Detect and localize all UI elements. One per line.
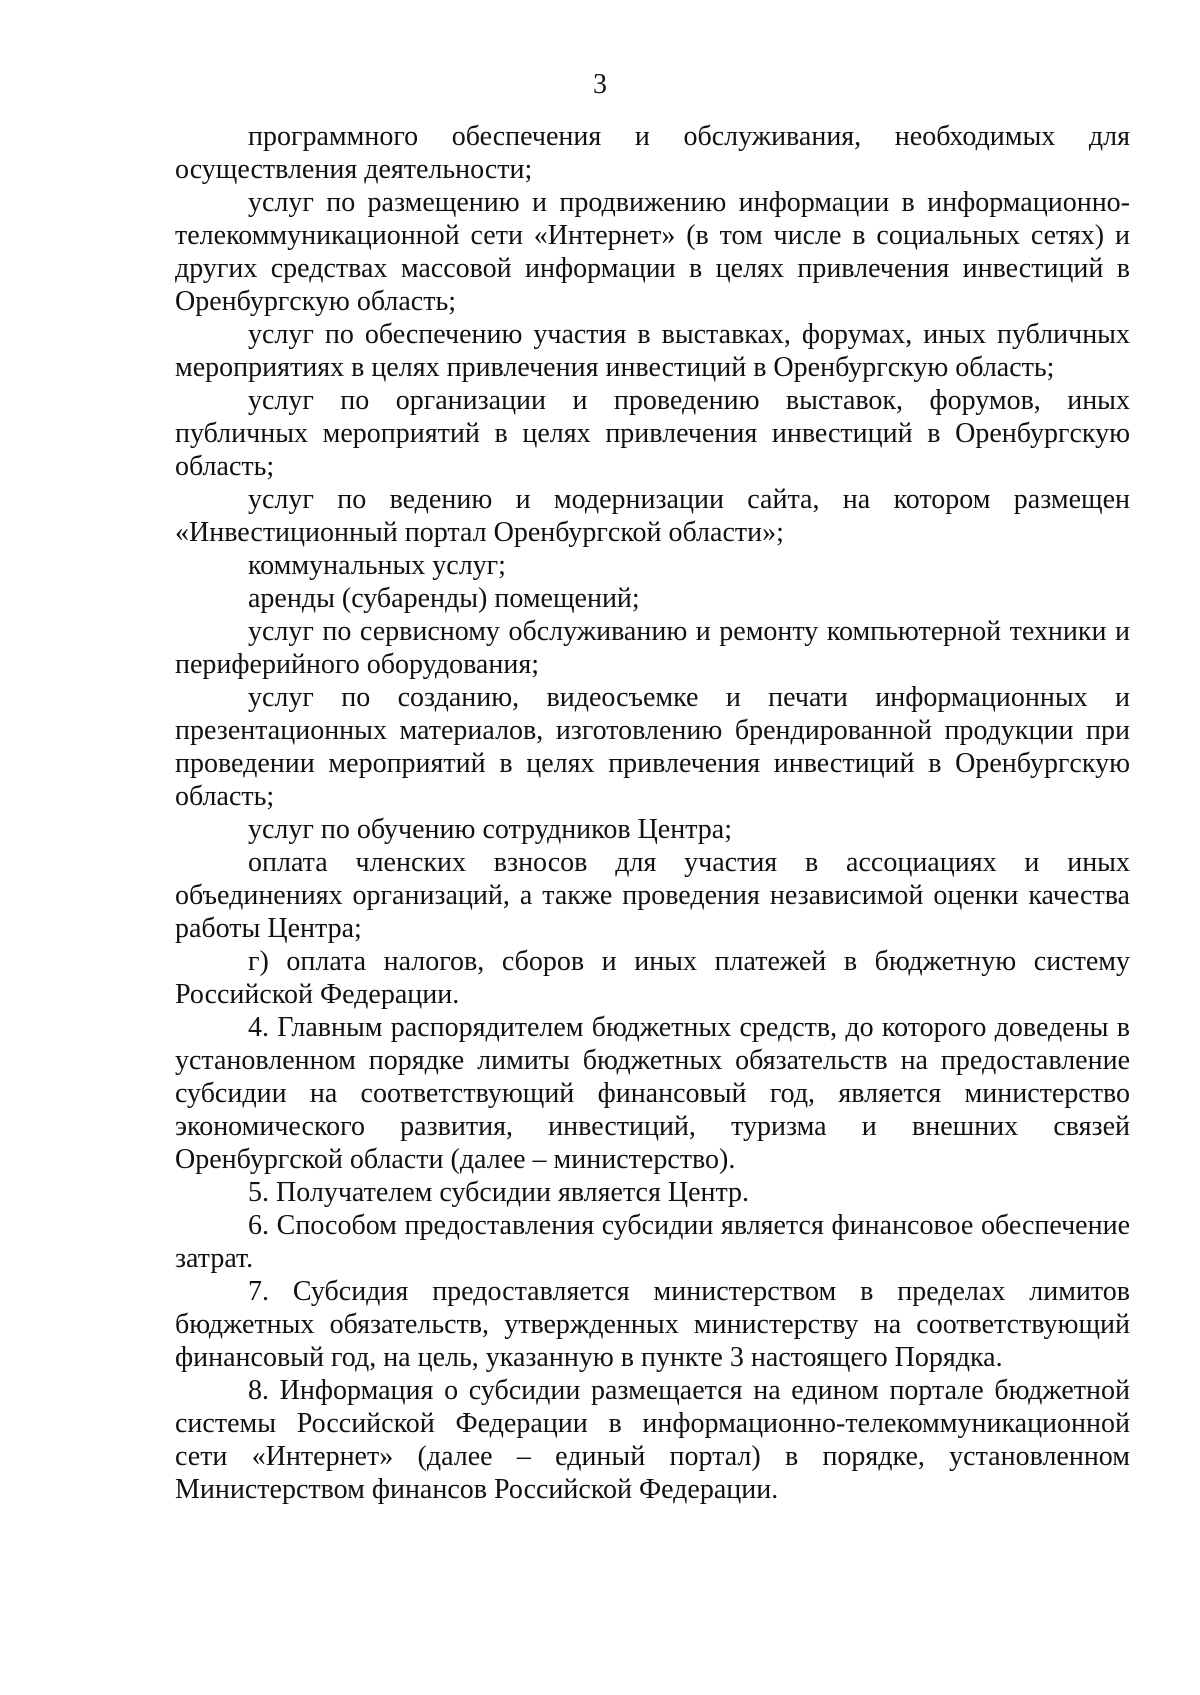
paragraph-clause-6: 6. Способом предоставления субсидии является финансовое обеспечение затрат. bbox=[175, 1210, 1130, 1274]
paragraph-clause-5: 5. Получателем субсидии является Центр. bbox=[248, 1177, 750, 1208]
paragraph-printing: услуг по созданию, видеосъемке и печати информационных и презентационных материалов, изготовлению брендированной продукции при проведении мероприятий в целях привлечения инвестиций в Оренбургскую область; bbox=[175, 682, 1130, 812]
paragraph-website: услуг по ведению и модернизации сайта, на котором размещен «Инвестиционный портал Оренбургской области»; bbox=[175, 484, 1130, 548]
paragraph-utilities: коммунальных услуг; bbox=[248, 550, 506, 581]
paragraph-taxes: г) оплата налогов, сборов и иных платежей в бюджетную систему Российской Федерации. bbox=[175, 946, 1130, 1010]
page-number: 3 bbox=[593, 69, 607, 100]
paragraph-exhibition-organization: услуг по организации и проведению выставок, форумов, иных публичных мероприятий в целях привлечения инвестиций в Оренбургскую область; bbox=[175, 385, 1130, 482]
paragraph-exhibition-participation: услуг по обеспечению участия в выставках, форумах, иных публичных мероприятиях в целях привлечения инвестиций в Оренбургскую область; bbox=[175, 319, 1130, 383]
paragraph-membership-fees: оплата членских взносов для участия в ассоциациях и иных объединениях организаций, а также проведения независимой оценки качества работы Центра; bbox=[175, 847, 1130, 944]
paragraph-clause-4: 4. Главным распорядителем бюджетных средств, до которого доведены в установленном порядке лимиты бюджетных обязательств на предоставление субсидии на соответствующий финансовый год, является министерство экономического развития, инвестиций, туризма и внешних связей Оренбургской области (далее – министерство). bbox=[175, 1012, 1130, 1175]
paragraph-rent: аренды (субаренды) помещений; bbox=[248, 583, 640, 614]
document-body bbox=[175, 120, 1130, 1506]
paragraph-clause-8: 8. Информация о субсидии размещается на едином портале бюджетной системы Российской Федерации в информационно-телекоммуникационной сети «Интернет» (далее – единый портал) в порядке, установленном Министерством финансов Российской Федерации. bbox=[175, 1375, 1130, 1505]
paragraph-computer-service: услуг по сервисному обслуживанию и ремонту компьютерной техники и периферийного оборудования; bbox=[175, 616, 1130, 680]
paragraph-clause-7: 7. Субсидия предоставляется министерством в пределах лимитов бюджетных обязательств, утвержденных министерству на соответствующий финансовый год, на цель, указанную в пункте 3 настоящего Порядка. bbox=[175, 1276, 1130, 1373]
paragraph-software: программного обеспечения и обслуживания, необходимых для осуществления деятельности; bbox=[175, 121, 1130, 185]
paragraph-training: услуг по обучению сотрудников Центра; bbox=[248, 814, 732, 845]
paragraph-internet-promotion: услуг по размещению и продвижению информации в информационно-телекоммуникационной сети «Интернет» (в том числе в социальных сетях) и других средствах массовой информации в целях привлечения инвестиций в Оренбургскую область; bbox=[175, 187, 1130, 317]
